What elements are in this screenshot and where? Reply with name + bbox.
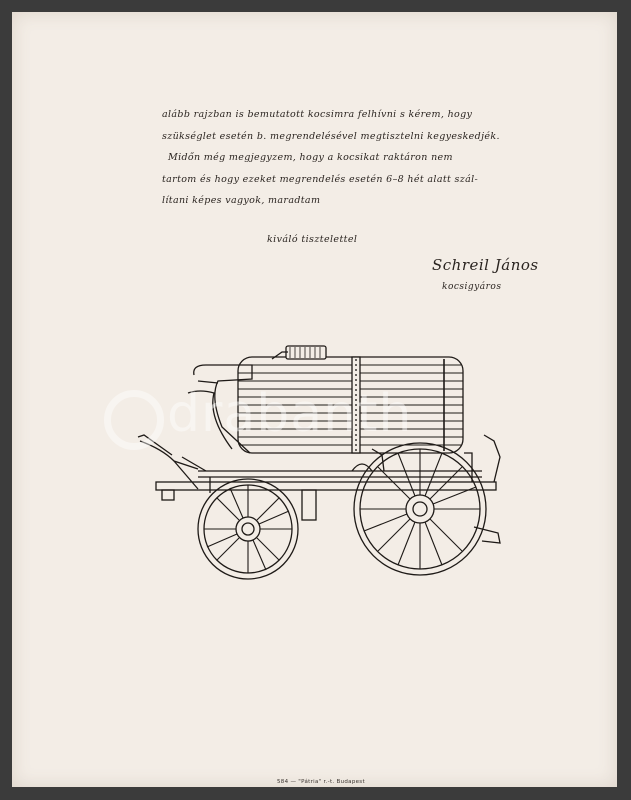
driver-seat xyxy=(188,365,252,453)
wagon-illustration xyxy=(122,337,512,587)
letter-line-2: szükséglet esetén b. megrendelésével megtisztelni kegyeskedjék. xyxy=(162,130,500,142)
letter-sheet xyxy=(12,12,617,787)
chassis xyxy=(156,435,500,520)
closing-phrase: kiváló tisztelettel xyxy=(267,234,358,245)
letter-line-3: Midőn még megjegyzem, hogy a kocsikat raktáron nem xyxy=(168,152,453,163)
tank xyxy=(238,346,463,453)
signature-title: kocsigyáros xyxy=(442,282,502,292)
printer-imprint: 584 — "Pátria" r.-t. Budapest xyxy=(277,779,365,785)
watermark-logo xyxy=(104,390,164,450)
letter-line-4: tartom és hogy ezeket megrendelés esetén 6–8 hét alatt szál- xyxy=(162,173,479,185)
letter-line-5: lítani képes vagyok, maradtam xyxy=(162,195,321,206)
front-wheel xyxy=(198,479,298,579)
signature: Schreil János xyxy=(432,256,539,274)
watermark: drabanth xyxy=(167,384,413,444)
letter-line-1: alább rajzban is bemutatott kocsimra felhívni s kérem, hogy xyxy=(162,109,473,120)
rear-wheel xyxy=(354,443,500,575)
letter-body xyxy=(162,104,502,212)
